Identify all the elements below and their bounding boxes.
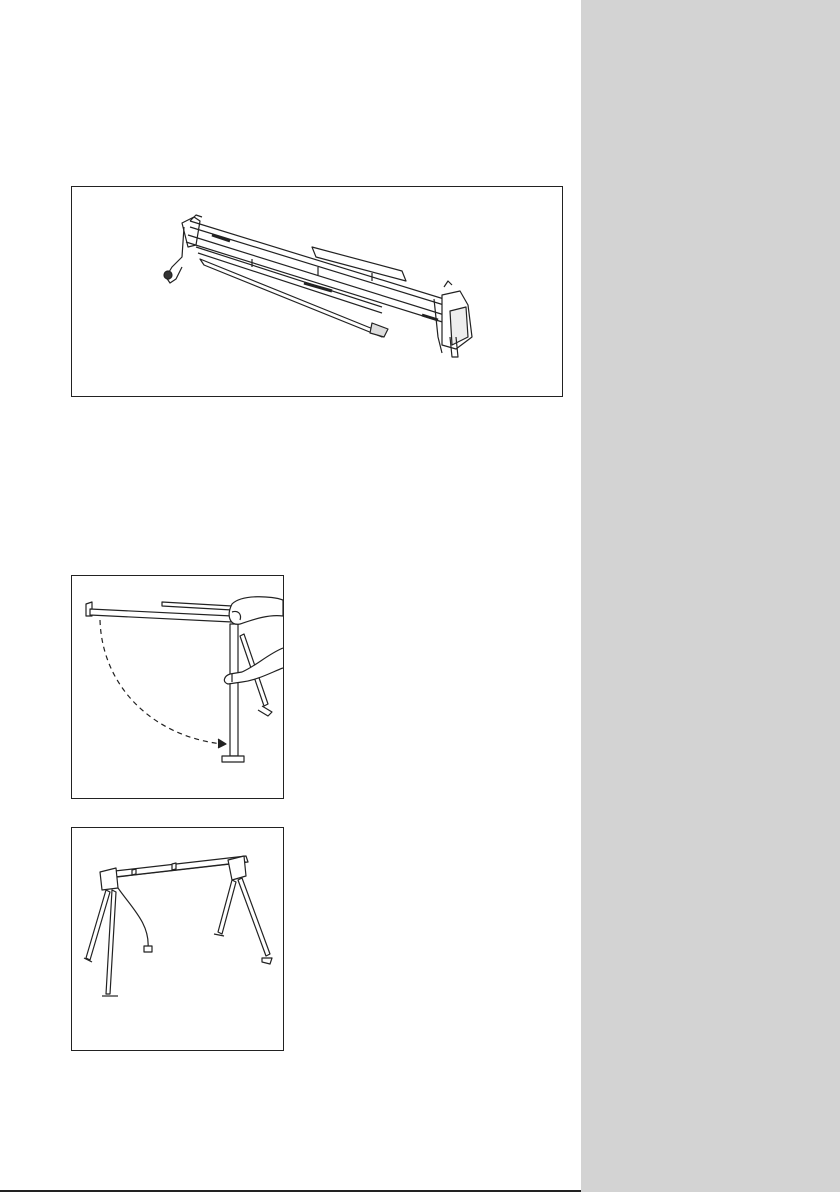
unfolding-leg-illustration xyxy=(72,576,283,798)
side-margin-panel xyxy=(581,0,840,1192)
folded-stand-illustration xyxy=(72,187,562,396)
figure-folded-stand xyxy=(71,186,563,397)
figure-open-stand xyxy=(71,827,284,1051)
open-stand-illustration xyxy=(72,828,283,1050)
figure-unfolding-leg xyxy=(71,575,284,799)
